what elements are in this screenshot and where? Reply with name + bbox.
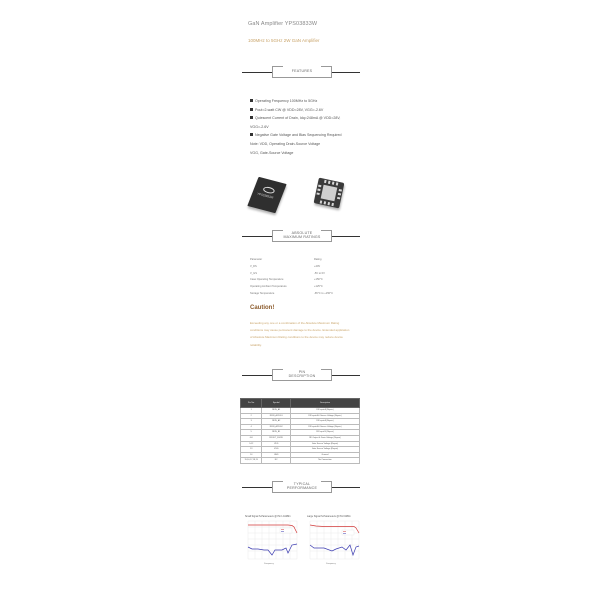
feature-note: Note: VDD, Operating Drain-Source Voltage — [250, 141, 321, 146]
pin-description-table — [240, 398, 360, 464]
section-label: ABSOLUTE MAXIMUM RATINGS — [283, 231, 321, 240]
table-row: 14 GND Ground — [241, 452, 360, 458]
divider — [242, 72, 272, 73]
product-title: GaN Amplifier YPS03833W — [248, 21, 318, 27]
table-header-row: Pin No. Symbol Description — [241, 399, 360, 408]
chip-top-image — [247, 177, 286, 213]
svg-text:Frequency: Frequency — [326, 563, 336, 565]
feature-item: Negative Gate Voltage and Bias Sequencing Required — [250, 131, 350, 140]
ratings-row: V_DS +40V — [250, 264, 321, 268]
table-row: 1 RFIN_A1 RF Input A (Repair) — [241, 408, 360, 414]
section-box — [272, 66, 332, 78]
ratings-header: Parameter Rating — [250, 258, 322, 261]
ratings-table — [250, 257, 350, 298]
chart-title: Small Signal S-Parameters @ Pin=-10dBm — [245, 515, 291, 518]
section-header-typical-performance — [242, 481, 360, 493]
table-row: 4 RFIN_A2/VG2 RF Input A & Source Voltage (Repair) — [241, 424, 360, 430]
thermal-pad — [321, 185, 338, 202]
table-row: 13 VGG Gate Source Voltage (Repair) — [241, 447, 360, 453]
feature-note: VGG, Gate-Source Voltage — [250, 150, 294, 155]
chart-title: Large Signal S-Parameters @ Pin=0dBm — [307, 515, 351, 518]
chip-images — [248, 178, 358, 218]
table-row: 2 RFIN_A1/VG1 RF Input A & Source Voltage (Repair) — [241, 413, 360, 419]
section-label: PIN DESCRIPTION — [288, 370, 316, 379]
chart-plot — [304, 519, 362, 565]
bullet-icon — [250, 99, 253, 102]
chip-marking: YPS03833W — [256, 191, 275, 200]
chart-plot — [242, 519, 300, 565]
ratings-row: V_GS -5V to 0V — [250, 271, 325, 275]
ratings-row: Storage Temperature -65°C to +150°C — [250, 291, 334, 295]
section-label: TYPICAL PERFORMANCE — [286, 482, 318, 491]
feature-item: Quiescent Current of Drain, Idq=248mA @ VDD=28V, VGG=-2.6V — [250, 116, 341, 129]
table-row: 15,16,17,18,19 NC No Connection — [241, 458, 360, 464]
table-row: 3 RFIN_A2 RF Input A (Repair) — [241, 419, 360, 425]
section-header-pin-description — [242, 369, 360, 381]
section-header-features — [242, 66, 360, 78]
table-row: 5 RFIN_B1 RF Input B (Repair) — [241, 430, 360, 436]
bullet-icon — [250, 133, 253, 136]
bullet-icon — [250, 108, 253, 111]
ratings-row: Operating Ambient Temperature +125°C — [250, 285, 323, 289]
chart-small-signal — [242, 514, 300, 564]
table-row: 6-8 RFOUT_B1/VD RF Output & Drain Voltage (Repair) — [241, 435, 360, 441]
svg-text:Frequency: Frequency — [264, 563, 274, 565]
section-label: FEATURES — [291, 69, 313, 73]
chart-large-signal — [304, 514, 362, 564]
typical-performance-charts — [240, 514, 362, 566]
chip-bottom-image — [314, 178, 345, 209]
section-header-absolute-ratings — [242, 230, 360, 242]
caution-text: Exceeding any one or a combination of the Absolute Maximum Rating conditions may cause permanent damage to the device. Extended application of Absolute Maximum Rating conditions to the device may reduce device reliability. — [250, 321, 350, 347]
caution-title: Caution! — [250, 305, 275, 311]
feature-item: Operating Frequency 100MHz to 5GHz — [250, 97, 350, 106]
feature-item: Pout=2-watt CW @ VDD=28V, VGG=-2.6V — [250, 106, 350, 115]
divider — [332, 72, 360, 73]
bullet-icon — [250, 116, 253, 119]
ratings-row: Case Operating Temperature +150°C — [250, 278, 323, 282]
product-subtitle: 100MHz to 5GHz 2W GaN Amplifier — [248, 38, 320, 43]
features-list — [250, 97, 350, 157]
table-row: 9-12 VDD Gate Source Voltage (Repair) — [241, 441, 360, 447]
